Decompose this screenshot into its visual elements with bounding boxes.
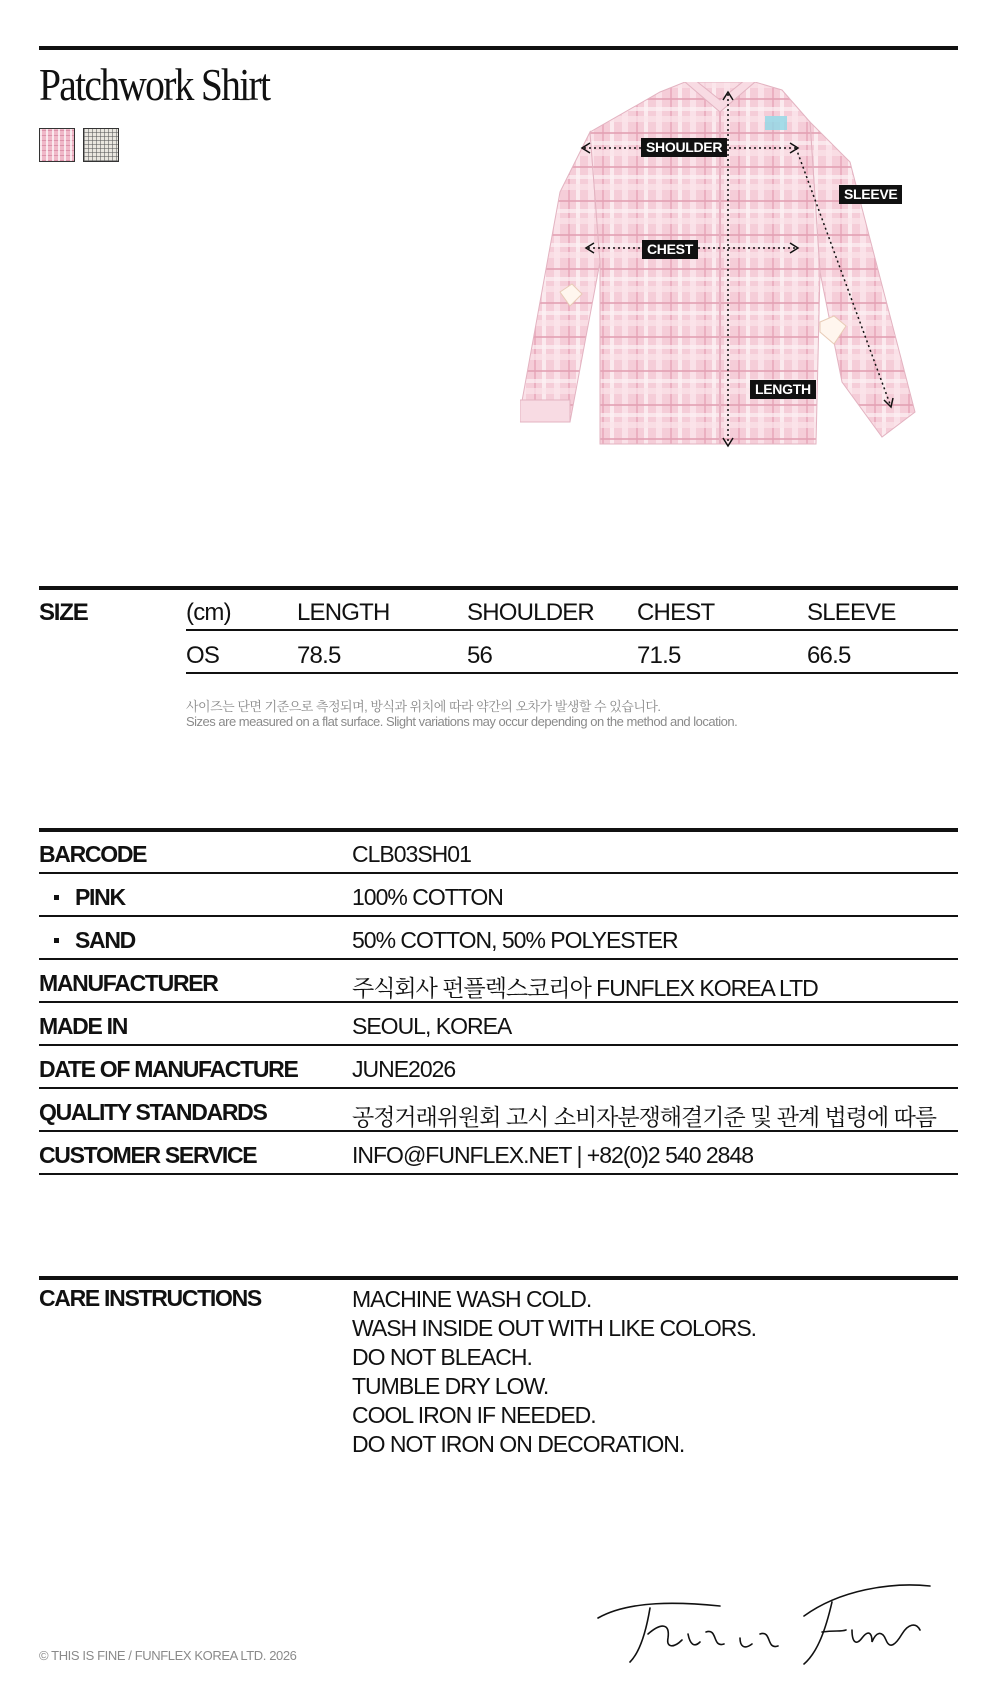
- shirt-measurement-diagram: [520, 82, 970, 492]
- bullet-icon: [54, 938, 59, 943]
- info-divider: [39, 1087, 958, 1089]
- chest-label: CHEST: [642, 240, 698, 259]
- size-header-row: [39, 590, 958, 632]
- top-rule: [39, 46, 958, 50]
- care-line: WASH INSIDE OUT WITH LIKE COLORS.: [352, 1315, 757, 1341]
- size-header-sleeve: SLEEVE: [807, 599, 896, 626]
- care-instructions-heading: CARE INSTRUCTIONS: [39, 1285, 261, 1311]
- care-line: DO NOT IRON ON DECORATION.: [352, 1431, 685, 1457]
- info-row-date-of-manufacture: [39, 1047, 958, 1090]
- info-divider: [39, 1001, 958, 1003]
- info-value-manufacturer: 주식회사 펀플렉스코리아 FUNFLEX KOREA LTD: [352, 975, 818, 1001]
- info-divider: [39, 872, 958, 874]
- size-cell-shoulder: 56: [467, 642, 493, 669]
- info-row-quality-standards: [39, 1090, 958, 1133]
- shirt-illustration: [520, 82, 970, 492]
- size-cell-chest: 71.5: [637, 642, 681, 669]
- swatch-sand[interactable]: [83, 128, 119, 162]
- size-note-english: Sizes are measured on a flat surface. Slight variations may occur depending on the method and location.: [186, 714, 738, 729]
- info-key-barcode: BARCODE: [39, 841, 147, 867]
- info-row-barcode: [39, 832, 958, 875]
- shoulder-label: SHOULDER: [641, 138, 727, 157]
- size-header-shoulder: SHOULDER: [467, 599, 594, 626]
- sleeve-label: SLEEVE: [839, 185, 902, 204]
- size-note-korean: 사이즈는 단면 기준으로 측정되며, 방식과 위치에 따라 약간의 오차가 발생할 수 있습니다.: [186, 699, 661, 714]
- info-value-quality-standards: 공정거래위원회 고시 소비자분쟁해결기준 및 관계 법령에 따름: [352, 1104, 937, 1130]
- info-divider: [39, 958, 958, 960]
- info-divider: [39, 1044, 958, 1046]
- size-header-chest: CHEST: [637, 599, 715, 626]
- care-line: TUMBLE DRY LOW.: [352, 1373, 549, 1399]
- info-key-sand: SAND: [75, 927, 135, 953]
- info-row-customer-service: [39, 1133, 958, 1176]
- info-value-customer-service[interactable]: INFO@FUNFLEX.NET | +82(0)2 540 2848: [352, 1142, 754, 1168]
- length-label: LENGTH: [750, 380, 816, 399]
- size-table-mid-rule: [186, 629, 958, 631]
- info-divider: [39, 915, 958, 917]
- info-divider: [39, 1130, 958, 1132]
- info-value-pink: 100% COTTON: [352, 884, 503, 910]
- size-header-unit: (cm): [186, 599, 231, 626]
- size-header-size: SIZE: [39, 599, 88, 626]
- info-value-date-of-manufacture: JUNE2026: [352, 1056, 456, 1082]
- info-key-made-in: MADE IN: [39, 1013, 128, 1039]
- size-table-bottom-rule: [186, 672, 958, 674]
- info-key-date-of-manufacture: DATE OF MANUFACTURE: [39, 1056, 298, 1082]
- product-title: Patchwork Shirt: [39, 59, 270, 110]
- info-key-pink: PINK: [75, 884, 125, 910]
- size-cell-size: OS: [186, 642, 220, 669]
- info-table-bottom-rule: [39, 1173, 958, 1175]
- info-row-made-in: [39, 1004, 958, 1047]
- size-cell-sleeve: 66.5: [807, 642, 851, 669]
- size-cell-length: 78.5: [297, 642, 341, 669]
- size-header-length: LENGTH: [297, 599, 390, 626]
- info-value-made-in: SEOUL, KOREA: [352, 1013, 512, 1039]
- signature-logo: [590, 1572, 960, 1672]
- info-key-manufacturer: MANUFACTURER: [39, 970, 218, 996]
- copyright-text: © THIS IS FINE / FUNFLEX KOREA LTD. 2026: [39, 1648, 297, 1663]
- info-row-manufacturer: [39, 961, 958, 1004]
- info-key-customer-service: CUSTOMER SERVICE: [39, 1142, 257, 1168]
- info-row-pink: [39, 875, 958, 918]
- swatch-pink[interactable]: [39, 128, 75, 162]
- size-row-os: [39, 633, 958, 675]
- care-line: DO NOT BLEACH.: [352, 1344, 532, 1370]
- care-instructions-list: [352, 1285, 756, 1459]
- script-signature-icon: [590, 1572, 960, 1672]
- care-top-rule: [39, 1276, 958, 1280]
- info-value-sand: 50% COTTON, 50% POLYESTER: [352, 927, 678, 953]
- care-line: COOL IRON IF NEEDED.: [352, 1402, 596, 1428]
- info-key-quality-standards: QUALITY STANDARDS: [39, 1099, 267, 1125]
- bullet-icon: [54, 895, 59, 900]
- care-line: MACHINE WASH COLD.: [352, 1286, 592, 1312]
- info-value-barcode: CLB03SH01: [352, 841, 471, 867]
- info-row-sand: [39, 918, 958, 961]
